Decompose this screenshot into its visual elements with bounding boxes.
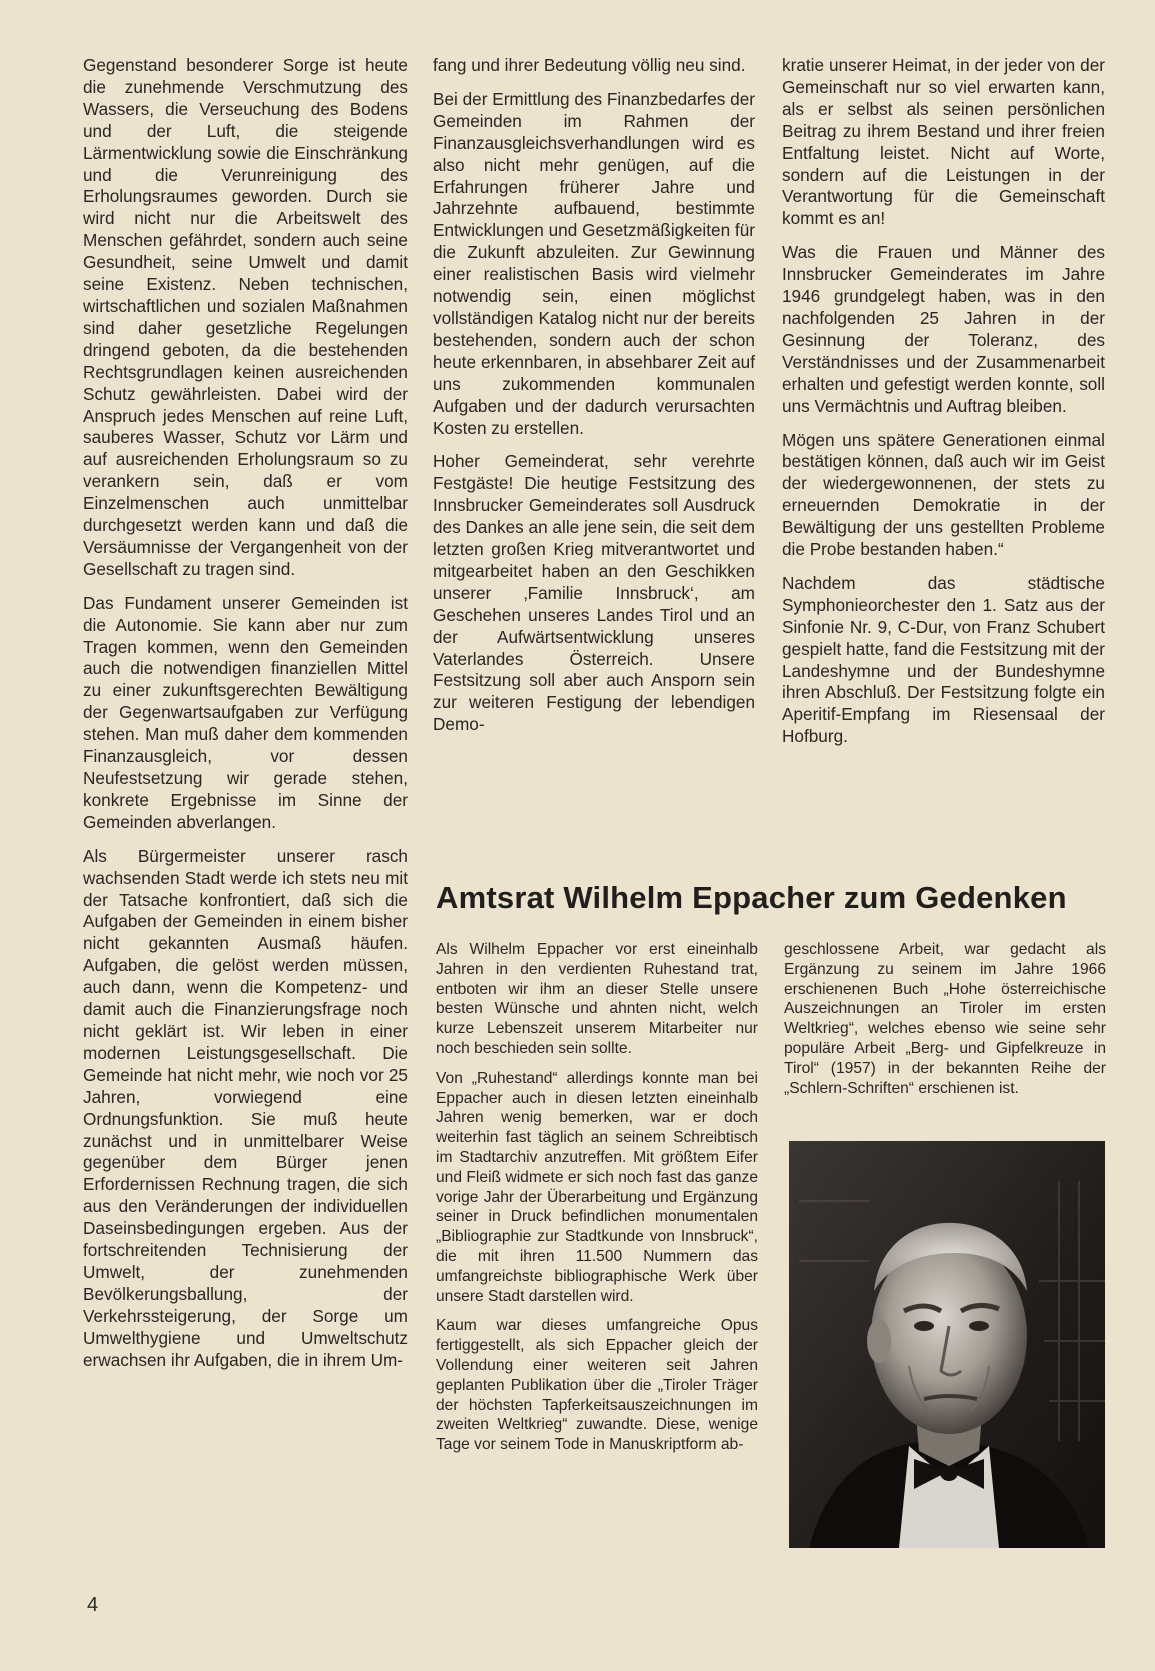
article-paragraph-2: Von „Ruhestand“ allerdings konnte man bei Eppacher auch in diesen letzten eineinhalb Jahren wenig bemerken, war er doch weiterhin fast täglich an seinem Schreibtisch im Stadtarchiv anzutreffen. Mit größtem Eifer und Fleiß widmete er sich noch fast das ganze vorige Jahr der Überarbeitung und Ergänzung seiner in Druck befindlichen monumentalen „Bibliographie zur Stadtkunde von Innsbruck“, die mit ihren 11.500 Nummern das umfangreichste bibliographische Werk über unsere Stadt darstellen wird. bbox=[436, 1069, 758, 1305]
page-number: 4 bbox=[87, 1594, 99, 1616]
article-paragraph-1: Als Wilhelm Eppacher vor erst eineinhalb Jahren in den verdienten Ruhestand trat, entboten wir ihm an dieser Stelle unsere besten Wünsche und ahnten nicht, welch kurze Lebenszeit unserem Mitarbeiter nur noch beschieden sein sollte. bbox=[436, 941, 758, 1057]
column-2 bbox=[433, 55, 755, 748]
portrait-photo bbox=[789, 1141, 1105, 1548]
col2-paragraph-1: fang und ihrer Bedeutung völlig neu sind. bbox=[433, 55, 746, 75]
article-headline: Amtsrat Wilhelm Eppacher zum Gedenken bbox=[436, 880, 1067, 915]
column-1 bbox=[83, 55, 408, 1383]
col3-paragraph-2: Was die Frauen und Männer des Innsbrucker Gemeinderates im Jahre 1946 grundgelegt haben, was in den nachfolgenden 25 Jahren in der Gesinnung der Toleranz, des Verständnisses und der Zusammenarbeit erhalten und gefestigt werden konnte, soll uns Vermächtnis und Auftrag bleiben. bbox=[782, 242, 1105, 416]
article-column-2 bbox=[784, 940, 1106, 1108]
col3-paragraph-3: Mögen uns spätere Generationen einmal bestätigen können, daß auch wir im Geist der wiedergewonnenen, der stets zu erneuernden Demokratie in der Bewältigung der uns gestellten Probleme die Probe bestanden haben.“ bbox=[782, 429, 1105, 560]
col3-paragraph-4: Nachdem das städtische Symphonieorchester den 1. Satz aus der Sinfonie Nr. 9, C-Dur, von Franz Schubert gespielt hatte, fand die Festsitzung mit der Landeshymne und der Bundeshymne ihren Abschluß. Der Festsitzung folgte ein Aperitif-Empfang im Riesensaal der Hofburg. bbox=[782, 572, 1105, 747]
col2-paragraph-2: Bei der Ermittlung des Finanzbedarfes der Gemeinden im Rahmen der Finanzausgleichsverhandlungen wird es also nicht mehr genügen, auf die Erfahrungen früherer Jahre und Jahrzehnte aufbauend, bestimmte Entwicklungen und Gesetzmäßigkeiten für die Zukunft abzuleiten. Zur Gewinnung einer realistischen Basis wird vielmehr notwendig sein, einen möglichst vollständigen Katalog nicht nur der bereits bestehenden, sondern auch der schon heute erkennbaren, in absehbarer Zeit auf uns zukommenden kommunalen Aufgaben und der dadurch verursachten Kosten zu erstellen. bbox=[433, 88, 755, 438]
portrait-illustration bbox=[789, 1141, 1105, 1548]
col1-paragraph-3: Als Bürgermeister unserer rasch wachsenden Stadt werde ich stets neu mit der Tatsache konfrontiert, daß sich die Aufgaben der Gemeinden in einem bisher nicht gekannten Ausmaß häufen. Aufgaben, die gelöst werden müssen, auch dann, wenn die Kompetenz- und damit auch die Finanzierungsfrage noch nicht geklärt ist. Wir leben in einer modernen Leistungsgesellschaft. Die Gemeinde hat nicht mehr, wie noch vor 25 Jahren, vorwiegend eine Ordnungsfunktion. Sie muß heute zunächst und in unmittelbarer Weise gegenüber dem Bürger jenen Erfordernissen Rechnung tragen, die sich aus den Veränderungen der individuellen Daseinsbedingungen ergeben. Aus der fortschreitenden Technisierung der Umwelt, der zunehmenden Bevölkerungsballung, der Verkehrssteigerung, der Sorge um Umwelthygiene und Umweltschutz erwachsen ihr Aufgaben, die in ihrem Um- bbox=[83, 845, 408, 1370]
col2-paragraph-3: Hoher Gemeinderat, sehr verehrte Festgäste! Die heutige Festsitzung des Innsbrucker Gemeinderates soll Ausdruck des Dankes an alle jene sein, die seit dem letzten großen Krieg mitverantwortet und mitgearbeitet haben an den Geschikken unserer ‚Familie Innsbruck‘, am Geschehen unseres Landes Tirol und an der Aufwärtsentwicklung unseres Vaterlandes Österreich. Unsere Festsitzung soll aber auch Ansporn sein zur weiteren Festigung der lebendigen Demo- bbox=[433, 451, 755, 735]
article-column-1 bbox=[436, 940, 758, 1465]
col1-paragraph-2: Das Fundament unserer Gemeinden ist die Autonomie. Sie kann aber nur zum Tragen kommen, wenn den Gemeinden auch die notwendigen finanziellen Mittel zu einer zukunftsgerechten Bewältigung der Gegenwartsaufgaben zur Verfügung stehen. Man muß daher dem kommenden Finanzausgleich, vor dessen Neufestsetzung wir gerade stehen, konkrete Ergebnisse im Sinne der Gemeinden abverlangen. bbox=[83, 592, 408, 832]
col3-paragraph-1: kratie unserer Heimat, in der jeder von der Gemeinschaft nur so viel erwarten kann, als er selbst als seinen persönlichen Beitrag zu ihrem Bestand und ihrer freien Entfaltung leistet. Nicht auf Worte, sondern auf die Leistungen in der Verantwortung für die Gemeinschaft kommt es an! bbox=[782, 55, 1105, 229]
col1-paragraph-1: Gegenstand besonderer Sorge ist heute die zunehmende Verschmutzung des Wassers, die Verseuchung des Bodens und der Luft, die steigende Lärmentwicklung sowie die Einschränkung und die Verunreinigung des Erholungsraumes geworden. Durch sie wird nicht nur die Arbeitswelt des Menschen gefährdet, sondern auch seine Gesundheit, seine Umwelt und damit seine Existenz. Neben technischen, wirtschaftlichen und sozialen Maßnahmen sind daher gesetzliche Regelungen dringend geboten, da die bestehenden Rechtsgrundlagen keinen ausreichenden Schutz gewährleisten. Dabei wird der Anspruch jedes Menschen auf reine Luft, sauberes Wasser, Schutz vor Lärm und auf ausreichenden Erholungsraum so zu verankern sein, daß er vom Einzelmenschen auch unmittelbar durchgesetzt werden kann und daß die Versäumnisse der Vergangenheit von der Gesellschaft zu tragen sind. bbox=[83, 55, 408, 579]
column-3 bbox=[782, 55, 1105, 760]
article-paragraph-3: Kaum war dieses umfangreiche Opus fertiggestellt, als sich Eppacher gleich der Vollendung einer weiteren seit Jahren geplanten Publikation über die „Tiroler Träger der höchsten Tapferkeitsauszeichnungen im zweiten Weltkrieg“ zuwandte. Diese, wenige Tage vor seinem Tode in Manuskriptform ab- bbox=[436, 1317, 758, 1454]
article-paragraph-4: geschlossene Arbeit, war gedacht als Ergänzung zu seinem im Jahre 1966 erschienenen Buch „Hohe österreichische Auszeichnungen an Tiroler im ersten Weltkrieg“, welches ebenso wie seine sehr populäre Arbeit „Berg- und Gipfelkreuze in Tirol“ (1957) in der bekannten Reihe der „Schlern-Schriften“ erschienen ist. bbox=[784, 941, 1106, 1097]
